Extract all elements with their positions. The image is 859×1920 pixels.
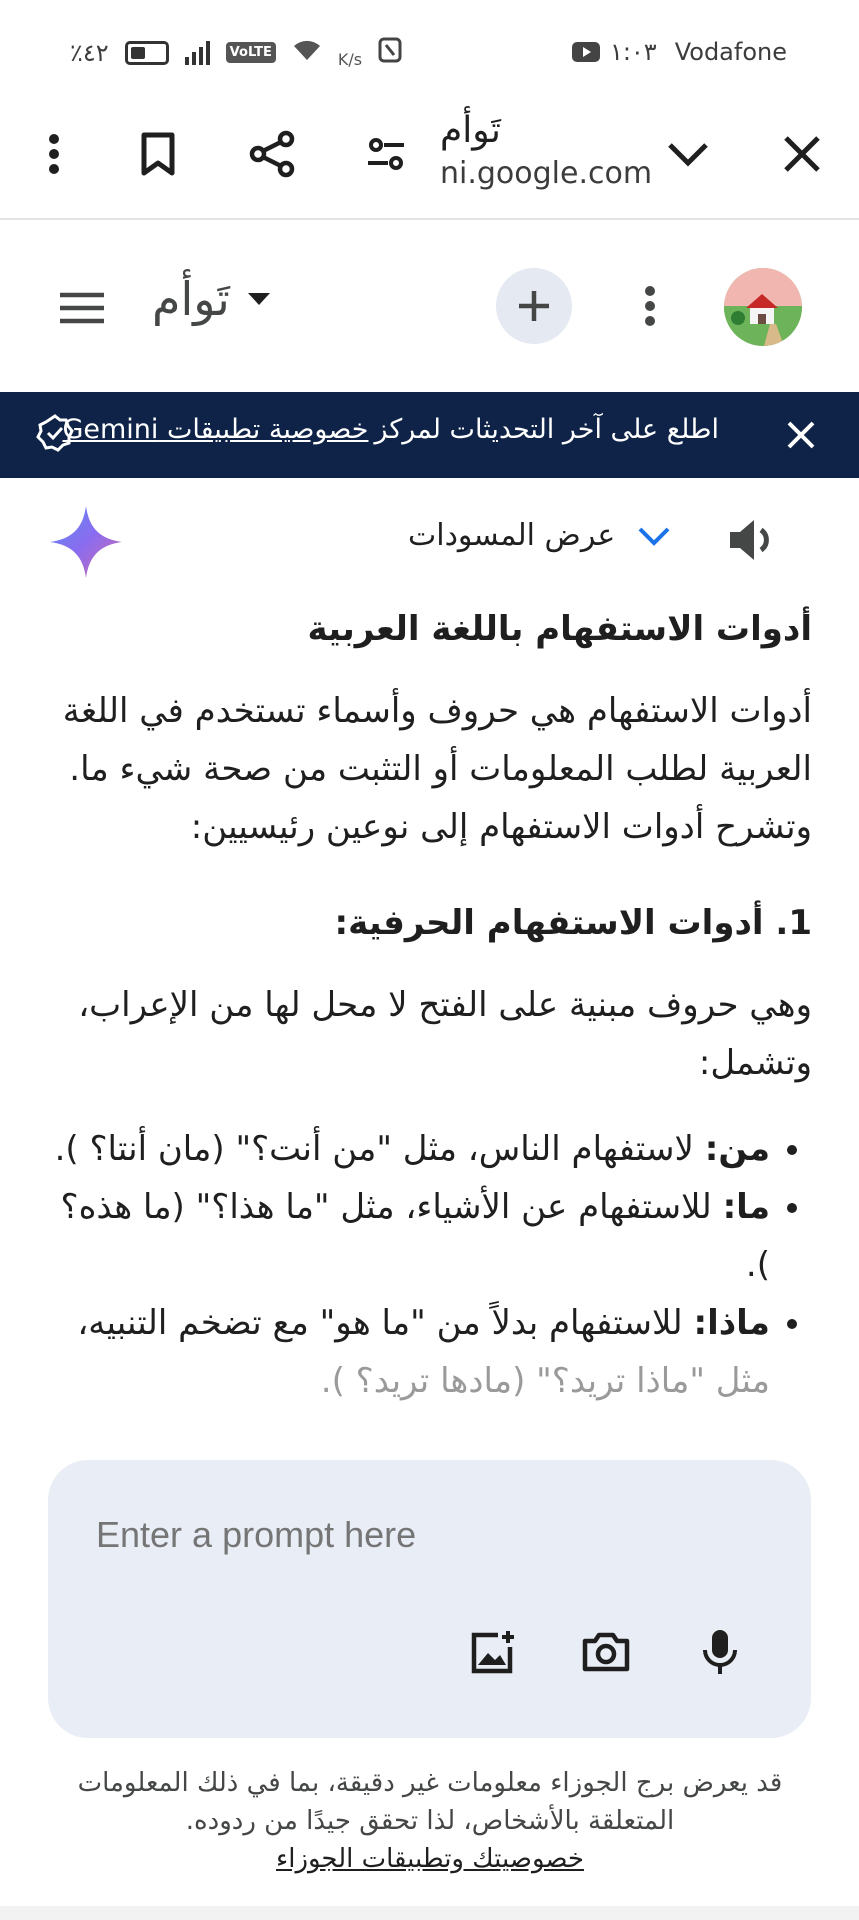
model-selector[interactable] — [152, 272, 270, 326]
status-left — [70, 36, 402, 69]
list-item: • ما: للاستفهام عن الأشياء، مثل "ما هذا؟" (ما هذه؟ ). — [46, 1178, 770, 1294]
show-drafts-toggle[interactable] — [408, 518, 671, 553]
caret-down-icon — [248, 293, 270, 305]
list-item: • من: لاستفهام الناس، مثل "من أنت؟" (مان أنتا؟ ). — [46, 1120, 770, 1178]
disclaimer — [60, 1764, 800, 1878]
volte-badge: VoLTE — [226, 42, 276, 63]
site-settings-icon[interactable] — [354, 122, 418, 186]
drafts-label: عرض المسودات — [408, 518, 616, 553]
response-content — [46, 600, 812, 1410]
custom-tab-toolbar — [0, 92, 859, 220]
gemini-sparkle-icon — [48, 504, 124, 580]
more-options-icon[interactable] — [22, 122, 86, 186]
add-image-icon[interactable] — [460, 1620, 524, 1684]
list-item: • ماذا: للاستفهام بدلاً من "ما هو" مع تضخم التنبيه، مثل "ماذا تريد؟" (مادها تريد؟ ). — [46, 1294, 770, 1410]
share-icon[interactable] — [240, 122, 304, 186]
banner-link[interactable]: خصوصية تطبيقات Gemini — [62, 414, 369, 445]
speaker-icon[interactable] — [724, 512, 780, 568]
clock: ١:٠٣ — [609, 38, 657, 66]
drafts-chevron-icon — [637, 525, 671, 547]
youtube-notification-icon — [572, 42, 600, 62]
chevron-down-icon[interactable] — [656, 122, 720, 186]
microphone-icon[interactable] — [688, 1620, 752, 1684]
nfc-icon — [378, 37, 402, 69]
tab-url: ni.google.com — [440, 156, 653, 191]
privacy-banner — [0, 392, 859, 478]
section-description: وهي حروف مبنية على الفتح لا محل لها من الإعراب، وتشمل: — [78, 985, 812, 1083]
app-title: تَوأم — [152, 272, 230, 326]
status-bar — [0, 0, 859, 92]
menu-icon[interactable] — [50, 276, 114, 340]
response-heading: أدوات الاستفهام باللغة العربية — [307, 609, 812, 649]
response-header — [0, 500, 859, 580]
tab-title: تَوأم — [440, 110, 501, 151]
plus-icon — [516, 288, 552, 324]
battery-icon — [125, 41, 169, 65]
prompt-box — [48, 1460, 811, 1738]
camera-icon[interactable] — [574, 1620, 638, 1684]
system-nav-bar — [0, 1906, 859, 1920]
new-chat-button[interactable] — [496, 268, 572, 344]
banner-text — [62, 414, 719, 445]
banner-close-icon[interactable] — [776, 410, 826, 460]
section-title: 1. أدوات الاستفهام الحرفية: — [334, 903, 812, 943]
intro-paragraph: أدوات الاستفهام هي حروف وأسماء تستخدم في اللغة العربية لطلب المعلومات أو التثبت من صحة شيء ما. وتشرح أدوات الاستفهام إلى نوعين رئيسيين: — [62, 691, 812, 847]
network-speed: K/s — [337, 50, 363, 69]
tab-title-block[interactable] — [440, 108, 653, 194]
close-icon[interactable] — [770, 122, 834, 186]
battery-percent: ٪٤٢ — [70, 38, 109, 67]
app-header — [0, 222, 859, 392]
avatar[interactable] — [724, 268, 802, 346]
carrier-name: Vodafone — [674, 38, 787, 66]
signal-icon — [185, 41, 210, 65]
status-right — [572, 38, 787, 66]
tools-list — [46, 1120, 812, 1410]
wifi-icon — [292, 38, 322, 68]
verified-badge-icon — [36, 414, 74, 452]
banner-message: اطلع على آخر التحديثات لمركز — [374, 414, 719, 445]
bookmark-icon[interactable] — [126, 122, 190, 186]
app-more-icon[interactable] — [618, 274, 682, 338]
disclaimer-text: قد يعرض برج الجوزاء معلومات غير دقيقة، بما في ذلك المعلومات المتعلقة بالأشخاص، لذا تحقق جيدًا من ردوده. — [77, 1768, 783, 1836]
privacy-link[interactable]: خصوصيتك وتطبيقات الجوزاء — [276, 1844, 584, 1874]
prompt-input[interactable] — [96, 1514, 696, 1556]
